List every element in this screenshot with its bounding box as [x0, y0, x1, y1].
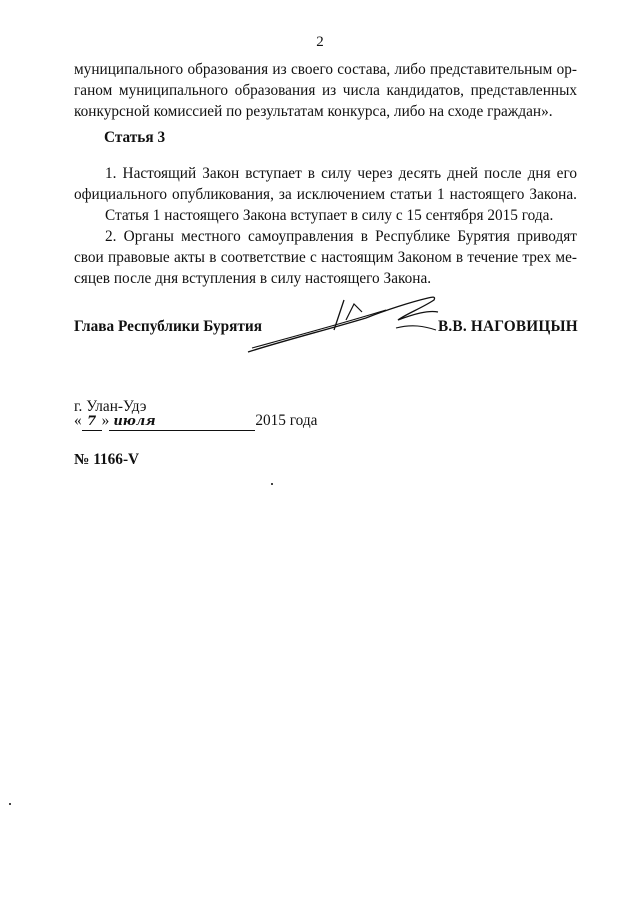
scan-speck — [9, 803, 11, 805]
intro-line: муниципального образования из своего состава, либо представительным ор- — [74, 61, 577, 78]
place-of-signing: г. Улан-Удэ — [74, 398, 147, 415]
signatory-title: Глава Республики Бурятия — [74, 318, 263, 335]
article-heading: Статья 3 — [104, 129, 166, 146]
paragraph-2 — [74, 226, 577, 289]
date-open-quote: « — [74, 412, 82, 429]
signatory-name: В.В. НАГОВИЦЫН — [438, 318, 578, 335]
paragraph-1 — [74, 163, 577, 226]
paragraph-line: 2. Органы местного самоуправления в Республике Бурятия приводят — [105, 228, 577, 245]
signing-date — [74, 412, 317, 431]
date-year: 2015 года — [255, 412, 318, 429]
date-month: июля — [109, 414, 255, 431]
paragraph-line: Статья 1 настоящего Закона вступает в силу с 15 сентября 2015 года. — [105, 207, 554, 224]
date-day: 7 — [82, 414, 102, 431]
date-close-quote: » — [101, 412, 110, 429]
intro-line: ганом муниципального образования из числа кандидатов, представленных — [74, 82, 577, 99]
scan-speck — [271, 483, 273, 485]
intro-line: конкурсной комиссией по результатам конкурса, либо на сходе граждан». — [74, 103, 553, 120]
intro-paragraph — [74, 59, 577, 122]
paragraph-line: 1. Настоящий Закон вступает в силу через десять дней после дня его — [105, 165, 577, 182]
handwritten-signature — [246, 290, 446, 356]
paragraph-line: сяцев после дня вступления в силу настоящего Закона. — [74, 270, 432, 287]
paragraph-line: свои правовые акты в соответствие с настоящим Законом в течение трех ме- — [74, 249, 577, 266]
law-number: № 1166-V — [74, 451, 140, 468]
page-number: 2 — [316, 34, 324, 50]
paragraph-line: официального опубликования, за исключением статьи 1 настоящего Закона. — [74, 186, 577, 203]
